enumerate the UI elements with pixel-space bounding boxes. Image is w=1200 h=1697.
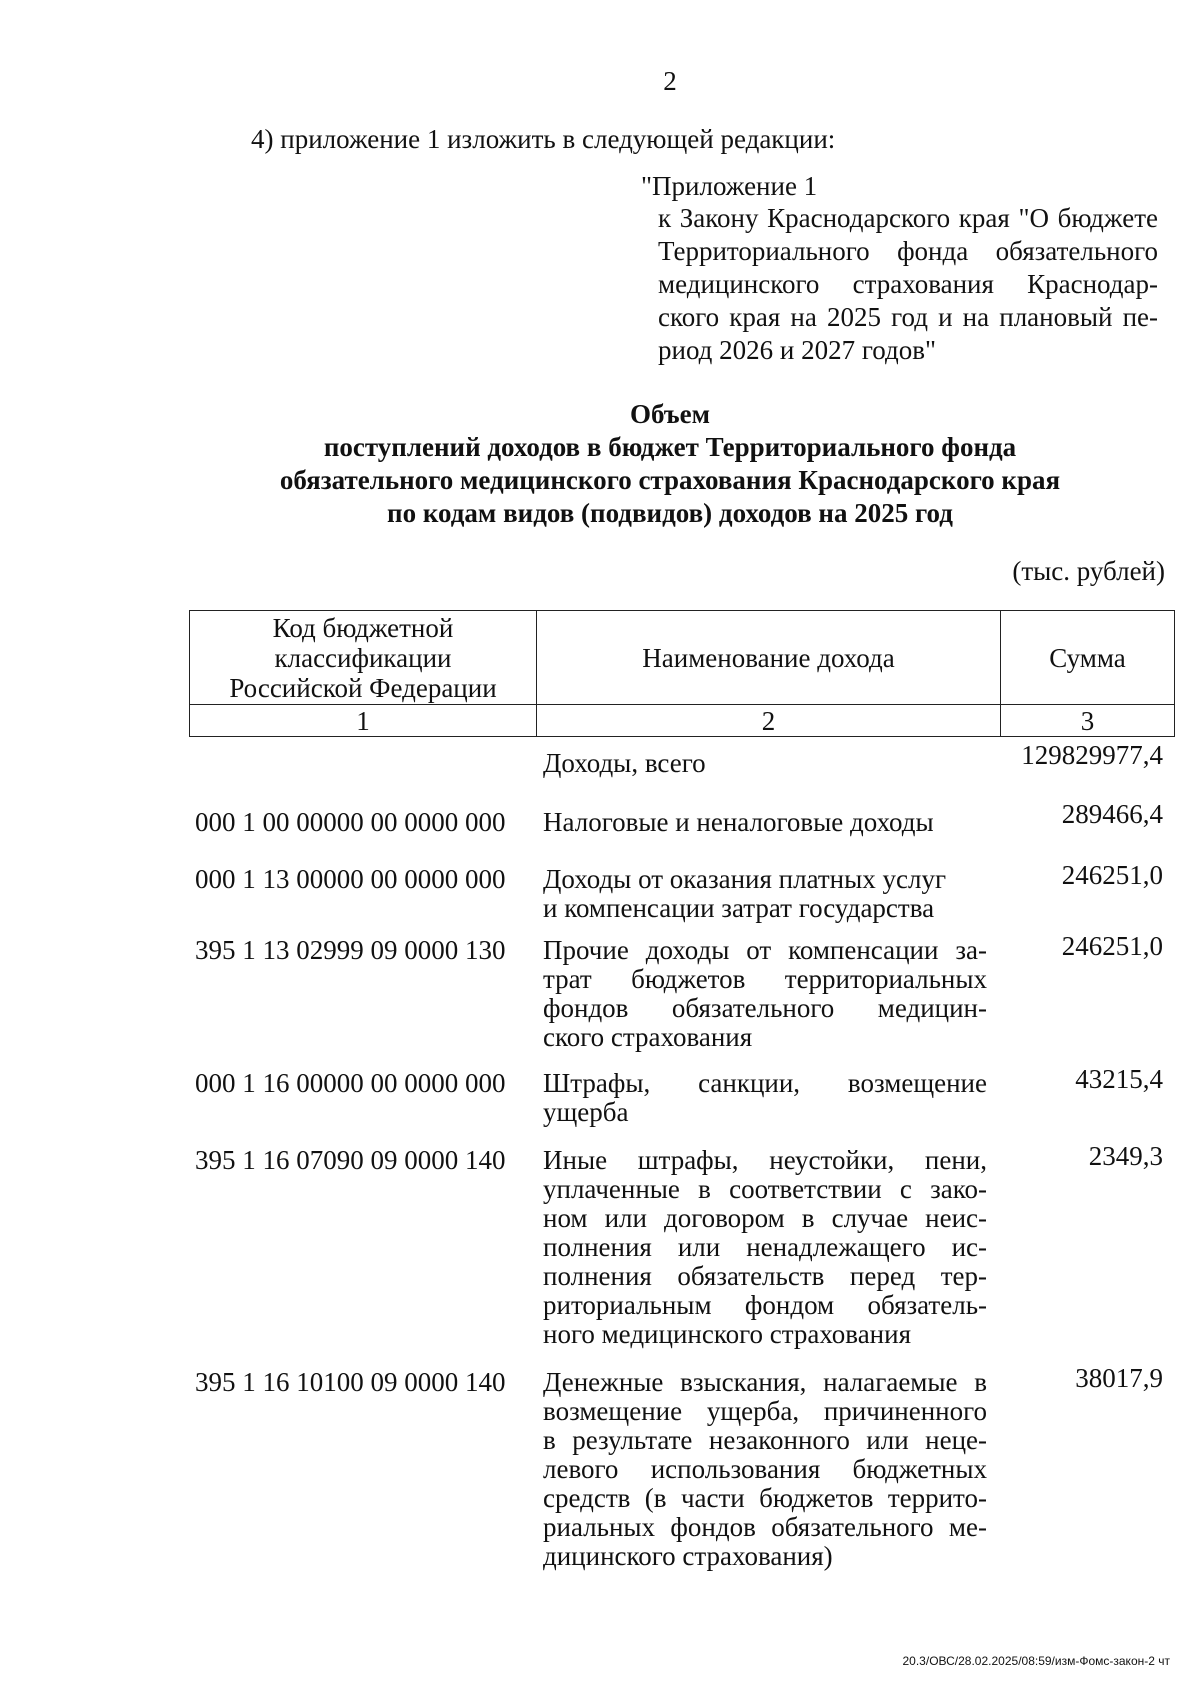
income-name: [543, 1368, 987, 1571]
income-sum: 2349,3: [1088, 1141, 1163, 1171]
budget-code: 000 1 13 00000 00 0000 000: [195, 864, 506, 894]
document-footer: 20.3/ОВС/28.02.2025/08:59/изм-Фомс-закон-2 чт: [902, 1654, 1170, 1668]
income-sum: 43215,4: [1075, 1064, 1163, 1094]
appendix-reference: [658, 202, 1158, 367]
income-name-line: полнения обязательств перед тер-: [543, 1261, 987, 1291]
income-name-line: ного медицинского страхования: [543, 1319, 911, 1349]
budget-code: 395 1 16 07090 09 0000 140: [195, 1145, 506, 1175]
income-name-line: ущерба: [543, 1097, 629, 1127]
heading-line: обязательного медицинского страхования Краснодарского края: [279, 465, 1061, 495]
income-name-line: возмещение ущерба, причиненного: [543, 1396, 987, 1426]
income-name-line: Иные штрафы, неустойки, пени,: [543, 1145, 987, 1175]
income-sum: 289466,4: [1061, 799, 1163, 829]
income-name-line: Доходы от оказания платных услуг: [543, 864, 947, 894]
income-name-line: и компенсации затрат государства: [543, 893, 935, 923]
column-number: 1: [190, 705, 537, 737]
income-name-line: полнения или ненадлежащего ис-: [543, 1232, 987, 1262]
income-name: [543, 749, 987, 778]
heading-line: по кодам видов (подвидов) доходов на 2025 год: [387, 498, 953, 528]
income-name-line: уплаченные в соответствии с зако-: [543, 1174, 987, 1204]
header-code: [190, 611, 537, 705]
unit-label: (тыс. рублей): [1012, 556, 1165, 586]
header-code-line: Код бюджетной: [272, 612, 454, 643]
appendix-line: ского края на 2025 год и на плановый пе-: [658, 302, 1158, 332]
income-name-line: средств (в части бюджетов террито-: [543, 1483, 987, 1513]
budget-code: 395 1 16 10100 09 0000 140: [195, 1367, 506, 1397]
header-code-line: Российской Федерации: [229, 672, 497, 703]
header-sum: Сумма: [1001, 611, 1175, 705]
income-sum: 129829977,4: [1021, 740, 1163, 770]
income-name-line: Прочие доходы от компенсации за-: [543, 935, 987, 965]
income-sum: 246251,0: [1061, 860, 1163, 890]
header-name: Наименование дохода: [537, 611, 1001, 705]
income-sum: 246251,0: [1061, 931, 1163, 961]
budget-code: 395 1 13 02999 09 0000 130: [195, 935, 506, 965]
income-name-line: дицинского страхования): [543, 1541, 833, 1571]
column-number: 3: [1001, 705, 1175, 737]
header-code-line: классификации: [274, 642, 452, 673]
income-name-line: риториальным фондом обязатель-: [543, 1290, 987, 1320]
budget-code: 000 1 00 00000 00 0000 000: [195, 807, 506, 837]
income-name-line: ского страхования: [543, 1022, 753, 1052]
appendix-line: риод 2026 и 2027 годов": [658, 335, 936, 365]
income-name: [543, 865, 987, 923]
appendix-line: к Закону Краснодарского края "О бюджете: [658, 203, 1158, 233]
income-name-line: ном или договором в случае неис-: [543, 1203, 987, 1233]
income-name-line: Доходы, всего: [543, 748, 706, 778]
income-name-line: в результате незаконного или неце-: [543, 1425, 987, 1455]
income-name-line: Денежные взыскания, налагаемые в: [543, 1367, 987, 1397]
income-name-line: трат бюджетов территориальных: [543, 964, 987, 994]
appendix-line: медицинского страхования Краснодар-: [658, 269, 1158, 299]
income-name: [543, 1146, 987, 1349]
table-header: [189, 610, 1175, 737]
income-name-line: риальных фондов обязательного ме-: [543, 1512, 987, 1542]
income-name-line: Налоговые и неналоговые доходы: [543, 807, 934, 837]
heading-line: поступлений доходов в бюджет Территориального фонда: [323, 432, 1017, 462]
heading-line: Объем: [630, 399, 710, 429]
intro-text: 4) приложение 1 изложить в следующей редакции:: [251, 124, 836, 154]
income-name: [543, 808, 987, 837]
income-sum: 38017,9: [1075, 1363, 1163, 1393]
appendix-line: Территориального фонда обязательного: [658, 236, 1158, 266]
appendix-title: "Приложение 1: [641, 171, 818, 201]
page-number: 2: [663, 66, 677, 96]
income-name: [543, 1069, 987, 1127]
income-name-line: Штрафы, санкции, возмещение: [543, 1068, 987, 1098]
budget-code: 000 1 16 00000 00 0000 000: [195, 1068, 506, 1098]
income-name-line: левого использования бюджетных: [543, 1454, 987, 1484]
income-name-line: фондов обязательного медицин-: [543, 993, 987, 1023]
column-number: 2: [537, 705, 1001, 737]
document-heading: [200, 398, 1140, 530]
income-name: [543, 936, 987, 1052]
